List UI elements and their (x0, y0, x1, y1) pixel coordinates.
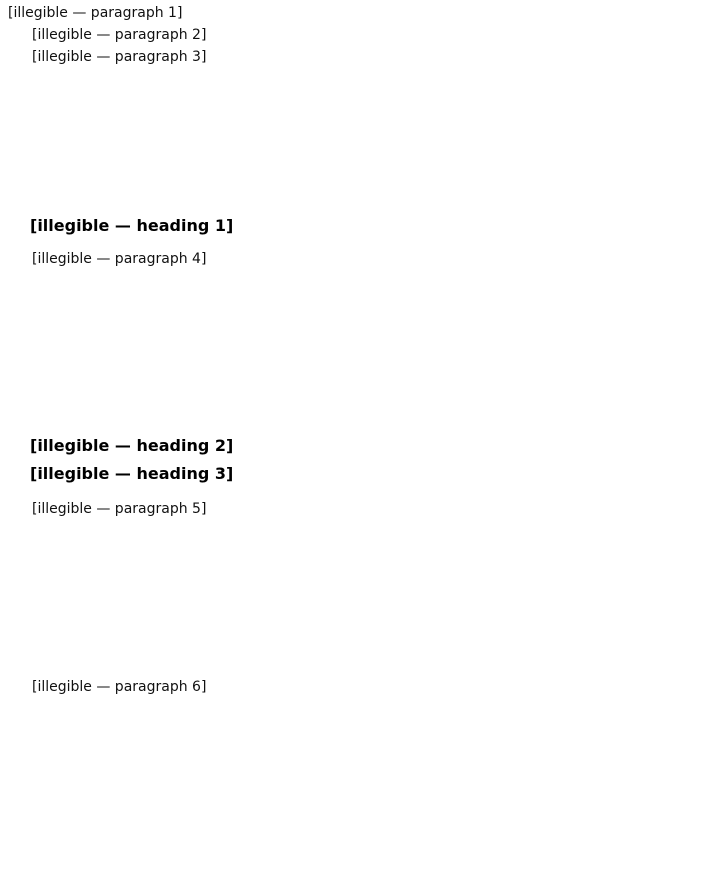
article-paragraph: [illegible — paragraph 5] (32, 501, 207, 517)
section-heading: [illegible — heading 2] (30, 436, 234, 455)
section-heading: [illegible — heading 1] (30, 216, 234, 235)
section-subheading-block (8, 462, 691, 486)
article-intro-block (8, 2, 691, 68)
article-section-block (8, 498, 691, 520)
article-paragraph: [illegible — paragraph 2] (32, 27, 207, 43)
section-subheading: [illegible — heading 3] (30, 464, 234, 483)
article-paragraph: [illegible — paragraph 3] (32, 49, 207, 65)
article-paragraph: [illegible — paragraph 1] (8, 5, 183, 21)
section-heading-block (8, 434, 691, 458)
article-paragraph: [illegible — paragraph 4] (32, 251, 207, 267)
section-heading-block (8, 214, 691, 238)
article-section-block (8, 248, 691, 270)
article-paragraph: [illegible — paragraph 6] (32, 679, 207, 695)
article-section-block (8, 676, 691, 698)
